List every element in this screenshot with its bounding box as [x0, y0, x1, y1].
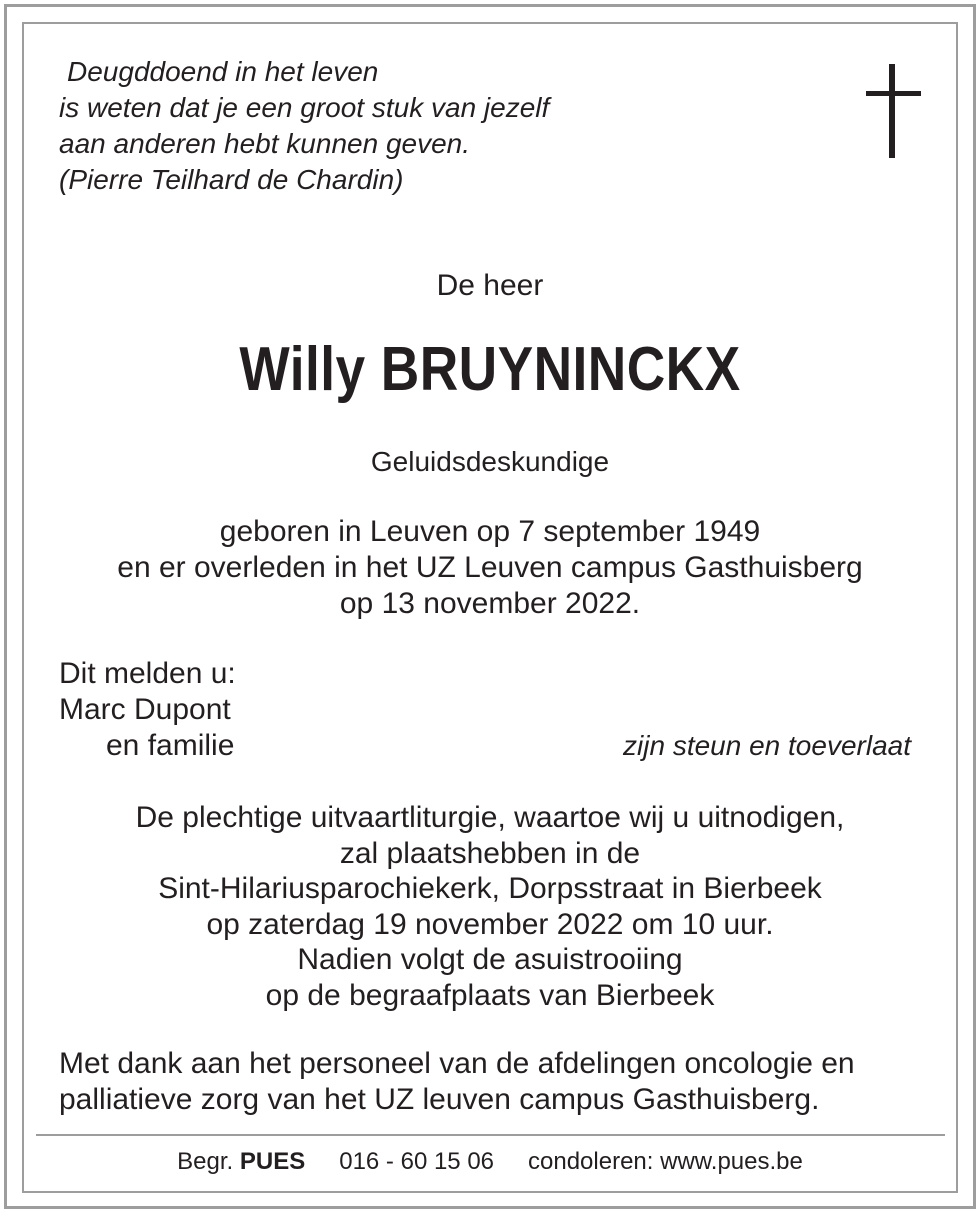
thanks-line: palliatieve zorg van het UZ leuven campus Gasthuisberg.	[59, 1083, 820, 1116]
announcers	[59, 656, 236, 764]
condolence-link: condoleren: www.pues.be	[528, 1148, 803, 1175]
birth-death-info	[0, 514, 980, 622]
funeral-line: op zaterdag 19 november 2022 om 10 uur.	[206, 907, 774, 941]
thanks-line: Met dank aan het personeel van de afdelingen oncologie en	[59, 1047, 855, 1080]
quote-line: Deugddoend in het leven	[67, 56, 379, 87]
funeral-line: Nadien volgt de asuistrooiing	[297, 943, 683, 976]
quote-line: is weten dat je een groot stuk van jezelf	[59, 92, 550, 123]
deceased-name: Willy BRUYNINCKX	[239, 335, 741, 404]
funeral-info	[0, 800, 980, 1013]
funeral-line: op de begraafplaats van Bierbeek	[265, 978, 715, 1012]
undertaker-phone: 016 - 60 15 06	[339, 1148, 495, 1175]
birth-line: geboren in Leuven op 7 september 1949	[219, 515, 761, 548]
announcer-name: Marc Dupont	[59, 693, 231, 726]
deceased-prefix: De heer	[436, 269, 544, 302]
undertaker-prefix: Begr.	[177, 1148, 234, 1175]
deceased-profession: Geluidsdeskundige	[370, 446, 610, 477]
funeral-line: Sint-Hilariusparochiekerk, Dorpsstraat in Bierbeek	[158, 872, 822, 905]
quote-line: aan anderen hebt kunnen geven.	[59, 128, 471, 159]
death-date-line: op 13 november 2022.	[339, 587, 641, 620]
announce-intro: Dit melden u:	[59, 657, 236, 690]
announcer-family: en familie	[106, 729, 235, 762]
footer	[0, 1147, 980, 1177]
funeral-line: De plechtige uitvaartliturgie, waartoe wij u uitnodigen,	[135, 801, 845, 834]
thanks	[59, 1046, 855, 1118]
quote-author: (Pierre Teilhard de Chardin)	[59, 164, 404, 195]
footer-divider	[36, 1134, 945, 1136]
announcer-role: zijn steun en toeverlaat	[623, 730, 911, 761]
death-line: en er overleden in het UZ Leuven campus Gasthuisberg	[117, 551, 863, 584]
quote	[59, 54, 549, 198]
undertaker-name: PUES	[239, 1148, 306, 1175]
cross-icon	[866, 64, 921, 158]
funeral-line: zal plaatshebben in de	[339, 836, 641, 870]
